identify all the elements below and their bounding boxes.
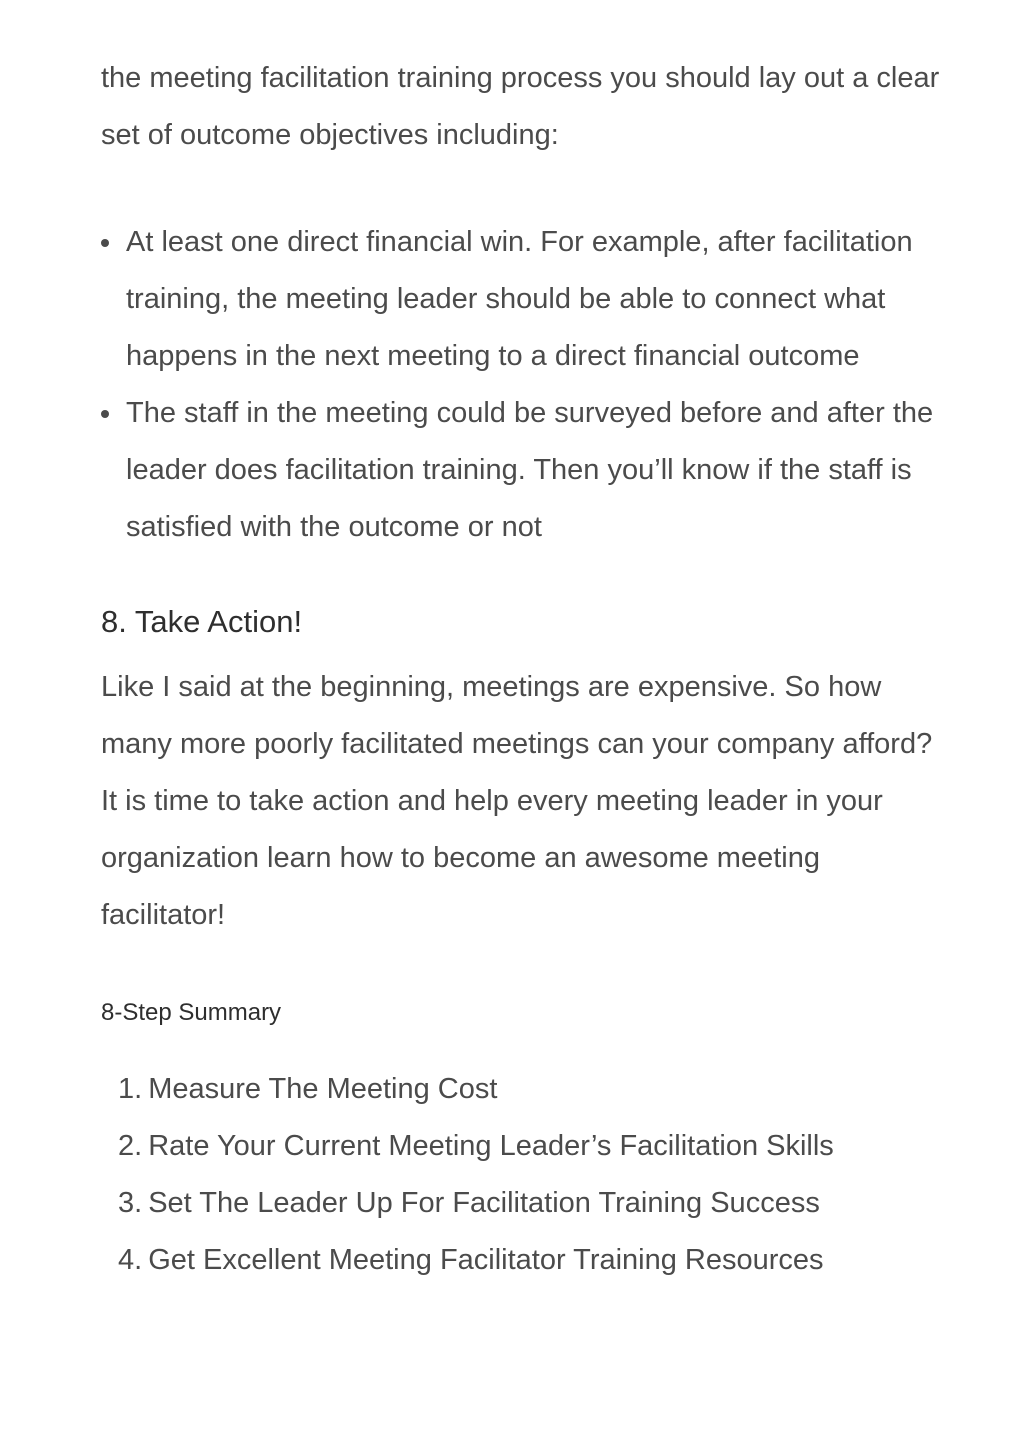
list-item-text: Set The Leader Up For Facilitation Training Success (148, 1187, 820, 1219)
list-item: The staff in the meeting could be surveyed before and after the leader does facilitation training. Then you’ll know if the staff is satisfied with the outcome or not (101, 385, 951, 556)
list-item (101, 1232, 951, 1289)
list-item-number: 2. (118, 1130, 143, 1162)
intro-paragraph: the meeting facilitation training process you should lay out a clear set of outcome objectives including: (101, 62, 940, 151)
list-item (101, 1175, 951, 1232)
list-item-text: Measure The Meeting Cost (148, 1073, 498, 1105)
objectives-list (101, 214, 951, 556)
list-item-number: 1. (118, 1073, 143, 1105)
list-item-number: 4. (118, 1244, 143, 1276)
list-item-text: Rate Your Current Meeting Leader’s Facilitation Skills (148, 1130, 834, 1162)
summary-heading: 8-Step Summary (101, 999, 282, 1026)
section-paragraph: Like I said at the beginning, meetings are expensive. So how many more poorly facilitated meetings can your company afford? It is time to take action and help every meeting leader in your organization learn how to become an awesome meeting facilitator! (101, 671, 933, 931)
list-item (101, 1061, 951, 1118)
section-heading: 8. Take Action! (101, 604, 303, 639)
article-content (101, 50, 951, 1289)
list-item-text: Get Excellent Meeting Facilitator Training Resources (148, 1244, 824, 1276)
list-item-number: 3. (118, 1187, 143, 1219)
summary-list (101, 1061, 951, 1289)
list-item: At least one direct financial win. For example, after facilitation training, the meeting leader should be able to connect what happens in the next meeting to a direct financial outcome (101, 214, 951, 385)
list-item (101, 1118, 951, 1175)
